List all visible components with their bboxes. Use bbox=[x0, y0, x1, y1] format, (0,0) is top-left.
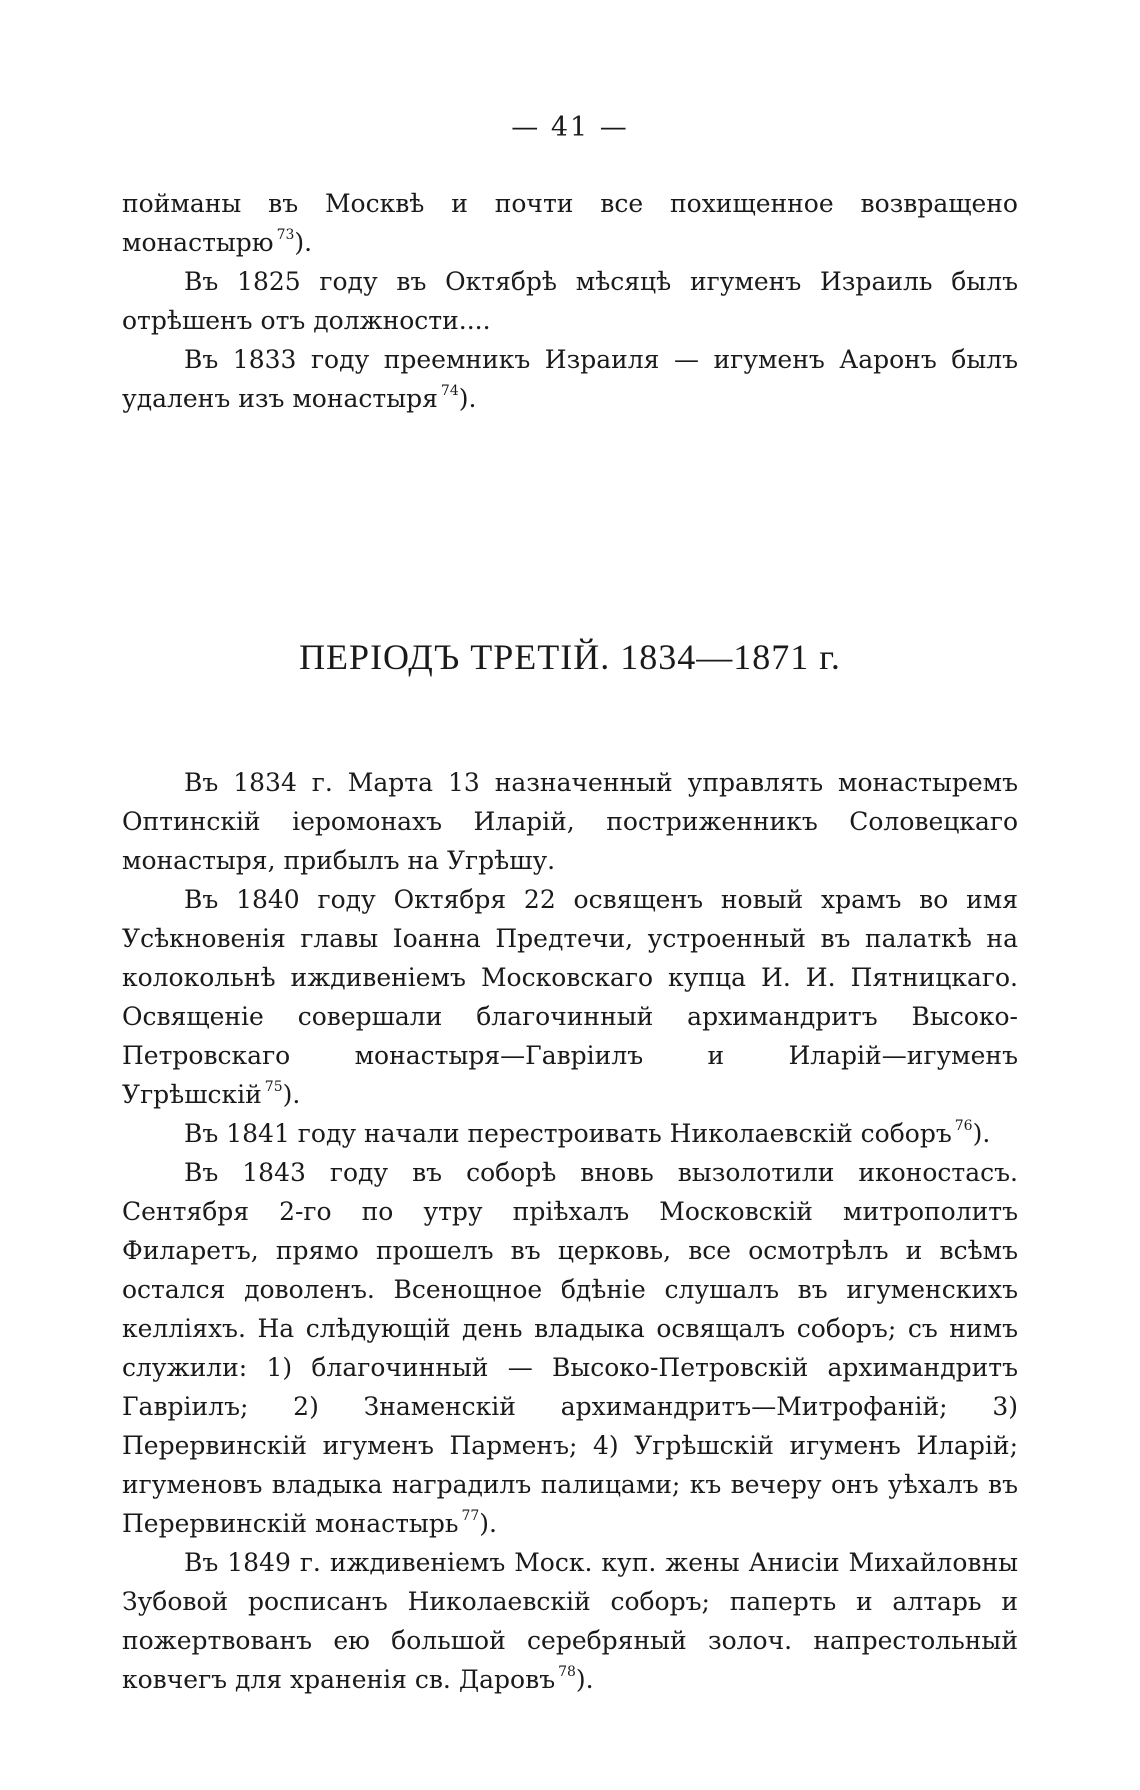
footnote-ref: 75 bbox=[264, 1078, 283, 1095]
paragraph-text: Въ 1825 году въ Октябрѣ мѣсяцѣ игуменъ Израиль былъ отрѣшенъ отъ должности.... bbox=[122, 267, 1018, 335]
paragraph-text: Въ 1833 году преемникъ Израиля — игуменъ Аaронъ былъ удаленъ изъ монастыря bbox=[122, 345, 1018, 413]
paragraph-text: Въ 1840 году Октября 22 освященъ новый храмъ во имя Усѣкновенія главы Іоанна Предтечи, устроенный въ палаткѣ на колокольнѣ иждивеніемъ Московскаго купца И. И. Пятницкаго. Освященіе совершали благочинный архимандритъ Высоко-Петровскаго монастыря—Гавріилъ и Иларій—игуменъ Угрѣшскій bbox=[122, 885, 1018, 1109]
paragraph bbox=[122, 1114, 1018, 1153]
paragraph bbox=[122, 880, 1018, 1114]
section-heading: ПЕРІОДЪ ТРЕТІЙ. 1834—1871 г. bbox=[299, 637, 841, 677]
paragraph-text: Въ 1849 г. иждивеніемъ Моск. куп. жены Анисіи Михайловны Зубовой росписанъ Николаевскій соборъ; паперть и алтарь и пожертвованъ ею большой серебряный золоч. напрестольный ковчегъ для храненія св. Даровъ bbox=[122, 1548, 1018, 1694]
paragraph-tail: ). bbox=[575, 1665, 594, 1694]
footnote-ref: 77 bbox=[461, 1507, 480, 1524]
paragraph bbox=[122, 340, 1018, 418]
paragraph-tail: ). bbox=[294, 228, 313, 257]
paragraph bbox=[122, 1543, 1018, 1699]
paragraph-text: Въ 1843 году въ соборѣ вновь вызолотили иконостасъ. Сентября 2-го по утру пріѣхалъ Московскій митрополитъ Филаретъ, прямо прошелъ въ церковь, все осмотрѣлъ и всѣмъ остался доволенъ. Всенощное бдѣніе слушалъ въ игуменскихъ келліяхъ. На слѣдующій день владыка освящалъ соборъ; съ нимъ служили: 1) благочинный — Высоко-Петровскій архимандритъ Гавріилъ; 2) Знаменскій архимандритъ—Митрофаній; 3) Перервинскій игуменъ Парменъ; 4) Угрѣшскій игуменъ Иларій; игуменовъ владыка наградилъ палицами; къ вечеру онъ уѣхалъ въ Перервинскій монастырь bbox=[122, 1158, 1018, 1538]
page-number: — 41 — bbox=[511, 112, 629, 143]
paragraph bbox=[122, 262, 1018, 340]
footnote-ref: 76 bbox=[954, 1117, 973, 1134]
top-text-block bbox=[122, 184, 1018, 418]
footnote-ref: 74 bbox=[440, 382, 459, 399]
footnote-ref: 78 bbox=[558, 1663, 576, 1680]
paragraph-tail: ). bbox=[479, 1509, 497, 1538]
paragraph-tail: ). bbox=[972, 1119, 991, 1148]
paragraph bbox=[122, 763, 1018, 880]
paragraph-tail: ). bbox=[282, 1080, 301, 1109]
paragraph-text: пойманы въ Москвѣ и почти все похищенное возвращено монастырю bbox=[122, 189, 1018, 257]
footnote-ref: 73 bbox=[276, 226, 295, 243]
bottom-text-block bbox=[122, 763, 1018, 1699]
paragraph-text: Въ 1841 году начали перестроивать Николаевскій соборъ bbox=[184, 1119, 952, 1148]
paragraph bbox=[122, 1153, 1018, 1543]
paragraph-continuation bbox=[122, 184, 1018, 262]
paragraph-tail: ). bbox=[458, 384, 477, 413]
paragraph-text: Въ 1834 г. Марта 13 назначенный управлять монастыремъ Оптинскій іеромонахъ Иларій, постриженникъ Соловецкаго монастыря, прибылъ на Угрѣшу. bbox=[122, 768, 1018, 875]
